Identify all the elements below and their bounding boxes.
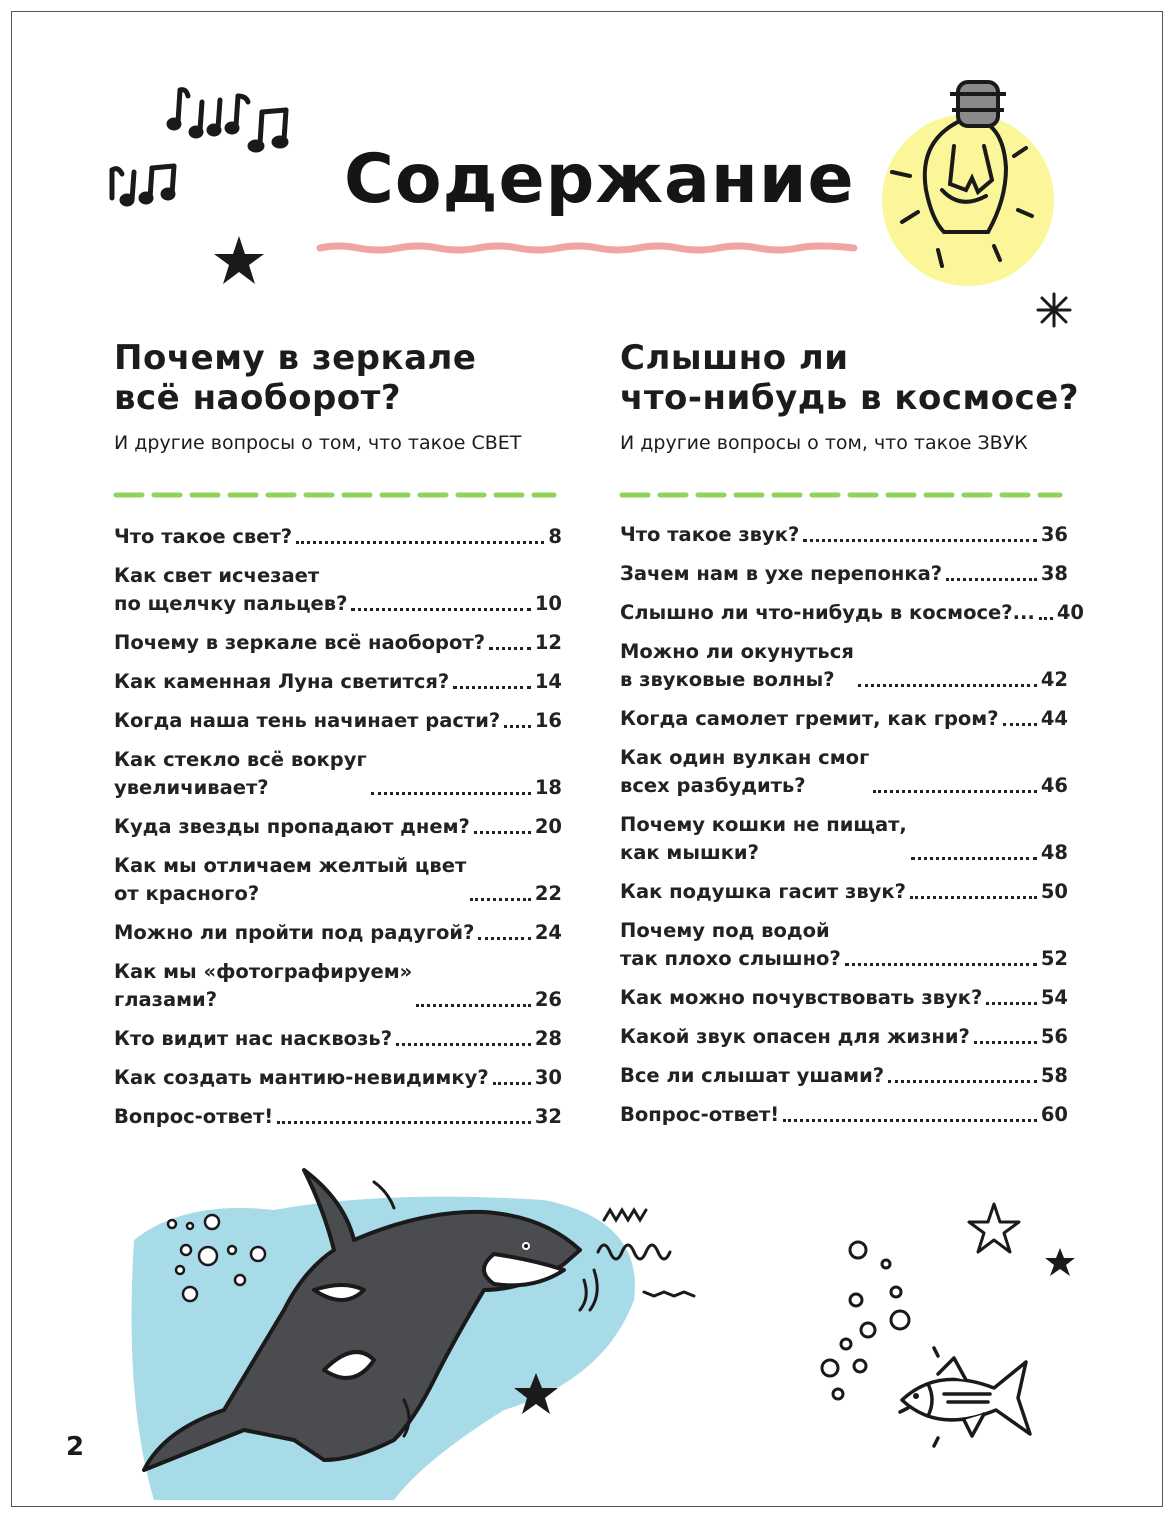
toc-entry-label: Слышно ли что-нибудь в космосе?... bbox=[620, 601, 1035, 624]
toc-entry bbox=[620, 521, 1068, 549]
star-icon-3 bbox=[1044, 1246, 1084, 1286]
toc-dot-leader bbox=[351, 608, 530, 611]
toc-entry-label: Можно ли пройти под радугой? bbox=[114, 921, 475, 944]
toc-entry-page: 60 bbox=[1040, 1103, 1068, 1126]
fish-icon bbox=[898, 1348, 1048, 1448]
outline-star-icon bbox=[966, 1200, 1026, 1260]
star-icon bbox=[212, 232, 272, 292]
left-dash-divider bbox=[114, 488, 566, 502]
toc-entry-page: 20 bbox=[534, 815, 562, 838]
left-toc-list bbox=[114, 523, 562, 1142]
toc-entry bbox=[114, 813, 562, 841]
toc-dot-leader bbox=[470, 898, 531, 901]
toc-entry-page: 56 bbox=[1040, 1025, 1068, 1048]
toc-entry-page: 14 bbox=[534, 670, 562, 693]
toc-dot-leader bbox=[974, 1041, 1037, 1044]
lightbulb-icon bbox=[880, 60, 1080, 300]
toc-entry-page: 48 bbox=[1040, 841, 1068, 864]
toc-entry bbox=[620, 705, 1068, 733]
toc-entry-label: Как каменная Луна светится? bbox=[114, 670, 450, 693]
sparkle-icon bbox=[1036, 292, 1076, 332]
toc-entry bbox=[620, 811, 1068, 867]
toc-entry-page: 12 bbox=[534, 631, 562, 654]
toc-dot-leader bbox=[986, 1002, 1037, 1005]
toc-dot-leader bbox=[416, 1004, 531, 1007]
toc-entry bbox=[114, 668, 562, 696]
toc-dot-leader bbox=[946, 578, 1037, 581]
toc-entry bbox=[620, 917, 1068, 973]
toc-entry bbox=[620, 744, 1068, 800]
toc-entry bbox=[114, 852, 562, 908]
toc-dot-leader bbox=[453, 686, 531, 689]
toc-entry-label: Все ли слышат ушами? bbox=[620, 1064, 885, 1087]
toc-entry-page: 42 bbox=[1040, 668, 1068, 691]
toc-entry-label: Когда наша тень начинает расти? bbox=[114, 709, 501, 732]
toc-dot-leader bbox=[478, 937, 530, 940]
toc-entry-page: 30 bbox=[534, 1066, 562, 1089]
toc-entry-page: 52 bbox=[1040, 947, 1068, 970]
toc-dot-leader bbox=[911, 857, 1037, 860]
toc-entry-label: Вопрос-ответ! bbox=[114, 1105, 274, 1128]
toc-entry-page: 16 bbox=[534, 709, 562, 732]
toc-dot-leader bbox=[1039, 617, 1053, 620]
toc-dot-leader bbox=[296, 541, 544, 544]
toc-entry-label: Куда звезды пропадают днем? bbox=[114, 815, 470, 838]
toc-entry-label: Зачем нам в ухе перепонка? bbox=[620, 562, 943, 585]
toc-entry bbox=[114, 562, 562, 618]
toc-dot-leader bbox=[858, 684, 1037, 687]
toc-entry-label: Почему кошки не пищат, как мышки? bbox=[620, 813, 907, 864]
toc-entry-label: Что такое свет? bbox=[114, 525, 293, 548]
toc-entry-page: 24 bbox=[534, 921, 562, 944]
toc-dot-leader bbox=[783, 1119, 1037, 1122]
toc-entry bbox=[114, 523, 562, 551]
toc-dot-leader bbox=[873, 790, 1037, 793]
toc-dot-leader bbox=[277, 1121, 531, 1124]
toc-entry-label: Кто видит нас насквозь? bbox=[114, 1027, 393, 1050]
toc-entry bbox=[114, 1064, 562, 1092]
toc-entry-page: 44 bbox=[1040, 707, 1068, 730]
toc-entry-label: Как можно почувствовать звук? bbox=[620, 986, 983, 1009]
toc-dot-leader bbox=[888, 1080, 1037, 1083]
toc-entry bbox=[114, 1025, 562, 1053]
toc-entry-label: Как подушка гасит звук? bbox=[620, 880, 906, 903]
toc-dot-leader bbox=[504, 725, 531, 728]
toc-entry-page: 26 bbox=[534, 988, 562, 1011]
toc-entry bbox=[620, 1101, 1068, 1129]
toc-entry-page: 32 bbox=[534, 1105, 562, 1128]
toc-dot-leader bbox=[396, 1043, 531, 1046]
toc-entry bbox=[114, 707, 562, 735]
toc-entry bbox=[620, 878, 1068, 906]
toc-entry-page: 36 bbox=[1040, 523, 1068, 546]
toc-entry-page: 40 bbox=[1056, 601, 1084, 624]
toc-entry bbox=[620, 984, 1068, 1012]
toc-dot-leader bbox=[803, 539, 1037, 542]
toc-entry-page: 22 bbox=[534, 882, 562, 905]
toc-entry-label: Как стекло всё вокруг увеличивает? bbox=[114, 748, 367, 799]
toc-entry bbox=[114, 958, 562, 1014]
star-icon-2 bbox=[512, 1370, 562, 1420]
toc-dot-leader bbox=[489, 647, 531, 650]
toc-entry-page: 28 bbox=[534, 1027, 562, 1050]
toc-entry-page: 54 bbox=[1040, 986, 1068, 1009]
toc-entry-label: Когда самолет гремит, как гром? bbox=[620, 707, 999, 730]
toc-entry bbox=[620, 1062, 1068, 1090]
toc-entry bbox=[620, 1023, 1068, 1051]
toc-entry bbox=[114, 919, 562, 947]
right-title-line2: что-нибудь в космосе? bbox=[620, 378, 1080, 418]
toc-entry-label: Почему в зеркале всё наоборот? bbox=[114, 631, 486, 654]
right-title-line1: Слышно ли bbox=[620, 338, 849, 378]
toc-entry-label: Как мы «фотографируем» глазами? bbox=[114, 960, 413, 1011]
toc-entry bbox=[620, 638, 1068, 694]
toc-dot-leader bbox=[493, 1082, 531, 1085]
toc-entry-page: 10 bbox=[534, 592, 562, 615]
toc-dot-leader bbox=[845, 963, 1037, 966]
toc-entry-page: 58 bbox=[1040, 1064, 1068, 1087]
right-section-subtitle: И другие вопросы о том, что такое ЗВУК bbox=[620, 432, 1028, 454]
music-notes-icon bbox=[100, 82, 320, 202]
left-section-subtitle: И другие вопросы о том, что такое СВЕТ bbox=[114, 432, 522, 454]
toc-entry-page: 8 bbox=[548, 525, 562, 548]
orca-illustration bbox=[124, 1160, 744, 1510]
left-title-line2: всё наоборот? bbox=[114, 378, 402, 418]
toc-entry bbox=[114, 1103, 562, 1131]
toc-entry bbox=[114, 629, 562, 657]
toc-entry-page: 46 bbox=[1040, 774, 1068, 797]
toc-entry-label: Что такое звук? bbox=[620, 523, 800, 546]
left-section-title bbox=[114, 338, 477, 418]
toc-entry-label: Какой звук опасен для жизни? bbox=[620, 1025, 970, 1048]
toc-entry-label: Как свет исчезает по щелчку пальцев? bbox=[114, 564, 348, 615]
toc-dot-leader bbox=[474, 831, 531, 834]
toc-entry-page: 18 bbox=[534, 776, 562, 799]
left-title-line1: Почему в зеркале bbox=[114, 338, 477, 378]
toc-entry-label: Как мы отличаем желтый цвет от красного? bbox=[114, 854, 467, 905]
toc-entry bbox=[620, 599, 1084, 627]
toc-entry-label: Вопрос-ответ! bbox=[620, 1103, 780, 1126]
toc-dot-leader bbox=[1003, 723, 1037, 726]
right-dash-divider bbox=[620, 488, 1072, 502]
title-underline bbox=[318, 238, 858, 258]
right-toc-list bbox=[620, 521, 1084, 1140]
toc-entry-page: 50 bbox=[1040, 880, 1068, 903]
toc-entry-label: Как создать мантию-невидимку? bbox=[114, 1066, 489, 1089]
toc-entry-page: 38 bbox=[1040, 562, 1068, 585]
toc-dot-leader bbox=[910, 896, 1037, 899]
toc-entry-label: Можно ли окунуться в звуковые волны? bbox=[620, 640, 854, 691]
toc-entry bbox=[114, 746, 562, 802]
page-number: 2 bbox=[66, 1432, 85, 1462]
toc-dot-leader bbox=[371, 792, 531, 795]
toc-entry-label: Как один вулкан смог всех разбудить? bbox=[620, 746, 870, 797]
right-section-title bbox=[620, 338, 1079, 418]
page-title: Содержание bbox=[344, 140, 855, 219]
toc-entry-label: Почему под водой так плохо слышно? bbox=[620, 919, 841, 970]
toc-entry bbox=[620, 560, 1068, 588]
